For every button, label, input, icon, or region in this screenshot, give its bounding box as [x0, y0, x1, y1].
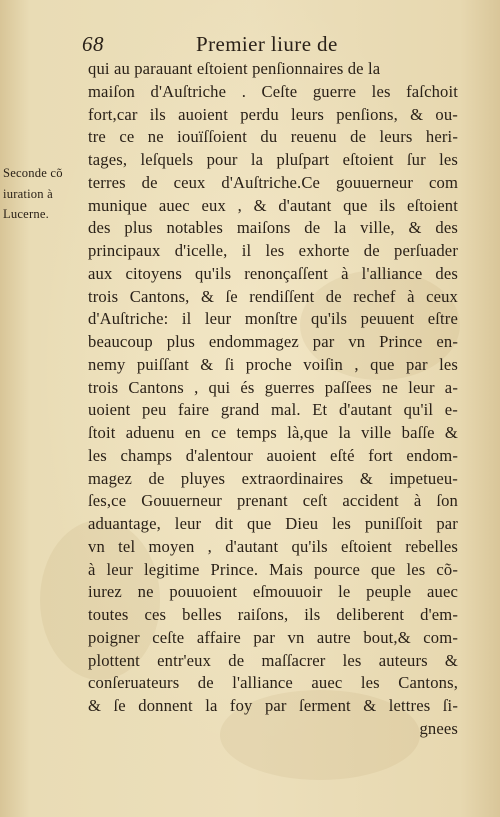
margin-note-line: iuration à: [3, 186, 53, 201]
text-line: nemy puiſſant & ſi proche voiſin , que par les: [88, 354, 458, 374]
margin-note-line: Lucerne.: [3, 207, 49, 221]
text-line: poigner ceſte affaire par vn autre bout,& com-: [88, 627, 458, 647]
page-number: 68: [82, 32, 104, 56]
text-line: beaucoup plus endommagez par vn Prince en-: [88, 332, 458, 351]
text-line: & ſe donnent la foy par ſerment & lettres ſi-: [88, 696, 458, 715]
text-line: à leur legitime Prince. Mais pource que les cõ-: [88, 559, 458, 579]
text-line: magez de pluyes extraordinaires & impetueu-: [88, 468, 458, 488]
text-line: des plus notables maiſons de la ville, & des: [88, 218, 458, 238]
running-head: Premier liure de: [196, 32, 338, 56]
text-line: conſeruateurs de l'alliance auec les Cantons,: [88, 673, 458, 693]
margin-note-line: Seconde cõ: [3, 166, 63, 180]
text-line: uoient peu faire grand mal. Et d'autant qu'il e-: [88, 400, 458, 420]
text-line: trois Cantons, & ſe rendiſſent de rechef à ceux: [88, 286, 458, 306]
text-line: tages, leſquels pour la pluſpart eſtoient ſur les: [88, 150, 458, 169]
text-line: ſes,ce Gouuerneur prenant ceſt accident à ſon: [88, 491, 458, 511]
text-line: fort,car ils auoient perdu leurs penſions, & ou-: [88, 104, 458, 124]
text-line: d'Auſtriche: il leur monſtre qu'ils peuuent eſtre: [88, 309, 458, 329]
text-line: munique auec eux , & d'autant que ils eſtoient: [88, 195, 458, 215]
margin-note: [3, 163, 85, 225]
catchword: gnees: [419, 718, 458, 738]
body-text: [88, 58, 458, 741]
page-header: [0, 32, 500, 56]
text-line: trois Cantons , qui és guerres paſſees ne leur a-: [88, 377, 458, 397]
text-line: terres de ceux d'Auſtriche.Ce gouuerneur com: [88, 172, 458, 192]
text-line: ſtoit aduenu en ce temps là,que la ville baſſe &: [88, 423, 458, 442]
text-line: aduantage, leur dit que Dieu les puniſſoit par: [88, 514, 458, 533]
text-line: toutes ces belles raiſons, ils deliberent d'em-: [88, 605, 458, 624]
text-line: vn tel moyen , d'autant qu'ils eſtoient rebelles: [88, 536, 458, 556]
text-line: iurez ne pouuoient eſmouuoir le peuple auec: [88, 582, 458, 602]
text-line: les champs d'alentour auoient eſté fort endom-: [88, 445, 458, 465]
text-line: qui au parauant eſtoient penſionnaires de la: [88, 59, 381, 78]
text-line: aux citoyens qu'ils renonçaſſent à l'alliance des: [88, 263, 458, 283]
text-line: maiſon d'Auſtriche . Ceſte guerre les faſchoit: [88, 81, 458, 101]
text-line: tre ce ne iouïſſoient du reuenu de leurs heri-: [88, 127, 458, 147]
text-line: plottent entr'eux de maſſacrer les auteurs &: [88, 650, 458, 670]
text-line: principaux d'icelle, il les exhorte de perſuader: [88, 241, 458, 260]
